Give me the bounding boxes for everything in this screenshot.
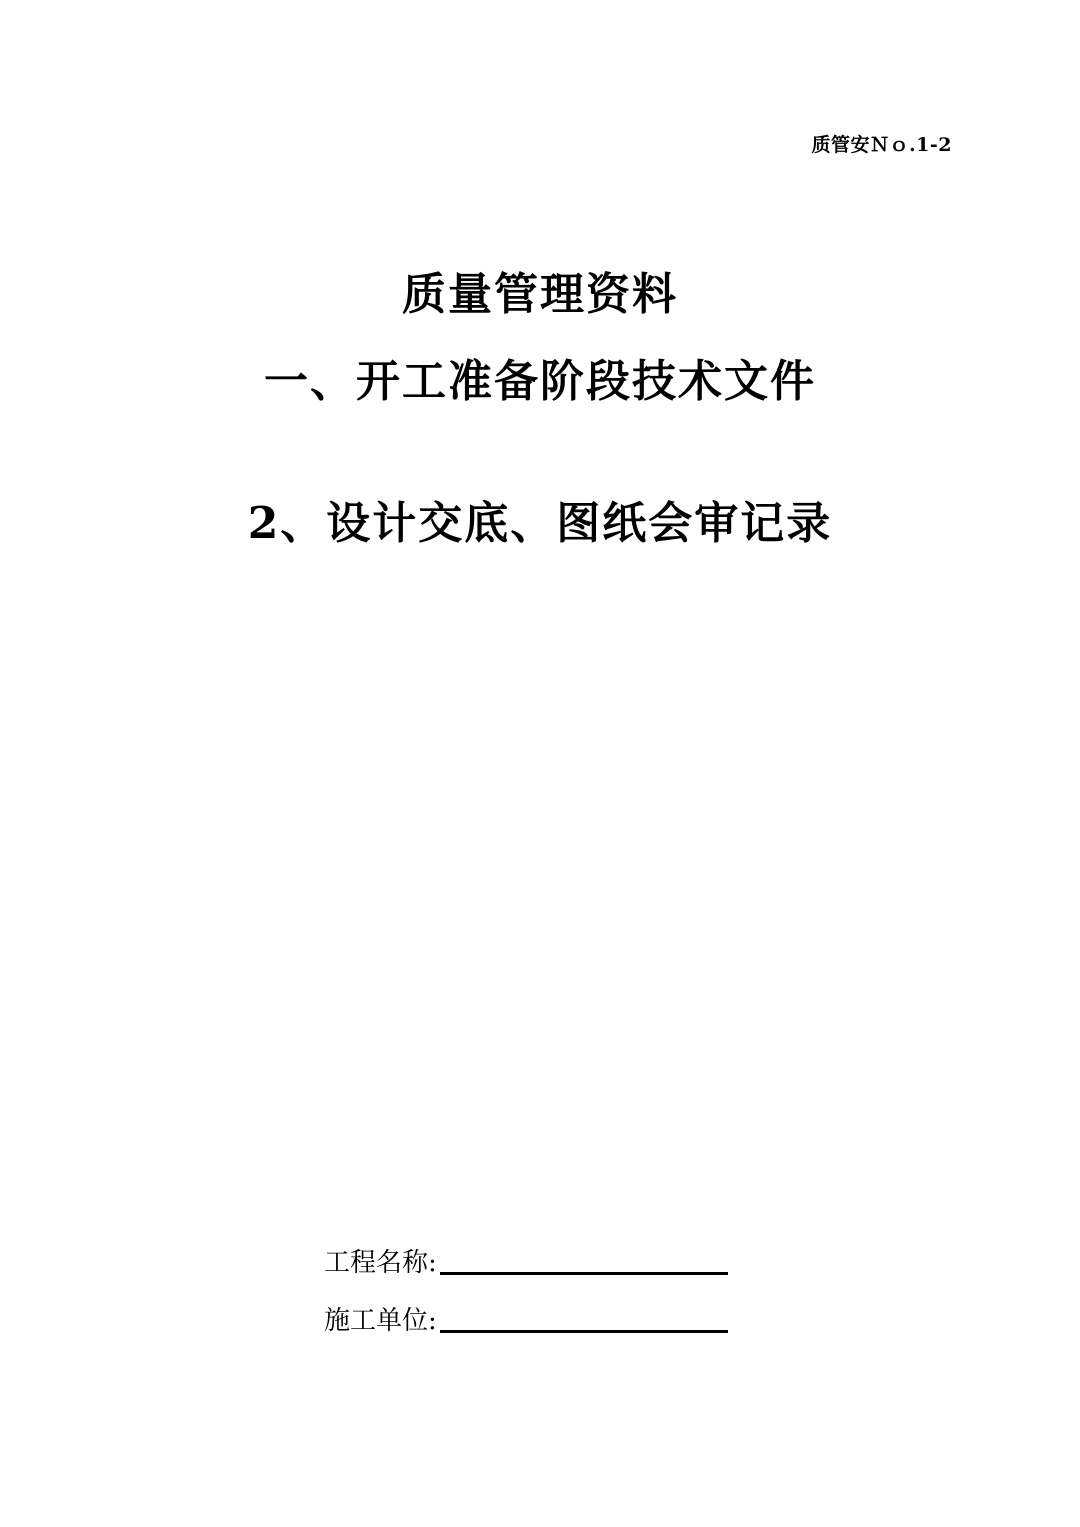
section-title: 一、开工准备阶段技术文件 (264, 356, 816, 407)
construction-unit-label: 施工单位: (324, 1306, 437, 1336)
project-name-label: 工程名称: (324, 1248, 437, 1278)
construction-unit-row (324, 1296, 728, 1336)
page-title: 质量管理资料 (402, 269, 678, 320)
construction-unit-blank[interactable] (440, 1330, 728, 1333)
project-name-row (324, 1238, 728, 1278)
document-code: 质管安Ｎｏ.1-2 (811, 134, 952, 156)
project-name-blank[interactable] (440, 1272, 728, 1275)
item-title: 2、设计交底、图纸会审记录 (247, 498, 833, 549)
